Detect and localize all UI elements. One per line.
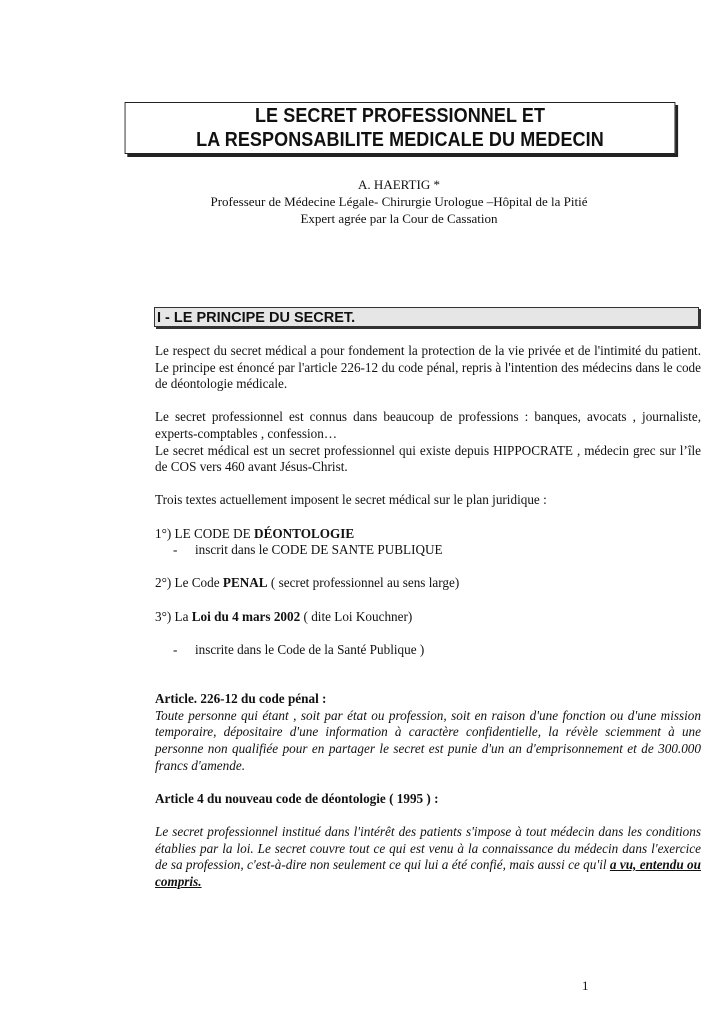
article-4-body: Le secret professionnel institué dans l'intérêt des patients s'impose à tout médecin dans les conditions établies par la loi. Le secret couvre tout ce qui est venu à la connaissance du médecin dans l'exercice de sa profession, c'est-à-dire non seulement ce qui lui a été confié, mais aussi ce qu'il bbox=[155, 824, 701, 873]
author-role: Professeur de Médecine Légale- Chirurgie Urologue –Hôpital de la Pitié bbox=[210, 194, 588, 209]
article-4-emphasis: a vu, entendu ou compris. bbox=[155, 857, 701, 889]
body-text bbox=[155, 343, 701, 890]
author-expert: Expert agrée par la Cour de Cassation bbox=[300, 211, 498, 226]
list-item-1-sub-text: inscrit dans le CODE DE SANTE PUBLIQUE bbox=[195, 542, 443, 558]
paragraph-intro: Le respect du secret médical a pour fondement la protection de la vie privée et de l'intimité du patient. Le principe est énoncé par l'article 226-12 du code pénal, repris à l'intention des médecins dans le code de déontologie médicale. bbox=[155, 343, 701, 392]
list-item-1 bbox=[155, 526, 701, 543]
title-line-1: LE SECRET PROFESSIONNEL ET bbox=[254, 105, 546, 127]
dash-bullet: - bbox=[173, 641, 178, 657]
list-item-3-bold: Loi du 4 mars 2002 bbox=[191, 608, 301, 624]
list-item-3-suffix: ( dite Loi Kouchner) bbox=[300, 608, 413, 624]
article-226-heading: Article. 226-12 du code pénal : bbox=[155, 691, 327, 707]
author-block bbox=[94, 176, 704, 227]
author-name: A. HAERTIG * bbox=[358, 177, 440, 192]
title-box bbox=[125, 102, 676, 154]
article-4-heading: Article 4 du nouveau code de déontologie ( 1995 ) : bbox=[155, 790, 439, 806]
list-item-3 bbox=[155, 609, 701, 626]
list-item-2-prefix: 2°) Le Code bbox=[155, 575, 223, 591]
title-line-2: LA RESPONSABILITE MEDICALE DU MEDECIN bbox=[196, 129, 604, 151]
list-item-3-sub-text: inscrite dans le Code de la Santé Publique ) bbox=[195, 641, 425, 657]
paragraph-hippocrate: Le secret médical est un secret professionnel qui existe depuis HIPPOCRATE , médecin grec sur l’île de COS vers 460 avant Jésus-Christ. bbox=[155, 442, 701, 475]
list-item-2 bbox=[155, 575, 701, 592]
section-heading: I - LE PRINCIPE DU SECRET. bbox=[154, 307, 699, 327]
paragraph-professions: Le secret professionnel est connus dans beaucoup de professions : banques, avocats , journaliste, experts-comptables , confession… bbox=[155, 409, 701, 441]
list-item-2-bold: PENAL bbox=[222, 575, 268, 591]
dash-bullet: - bbox=[173, 542, 178, 558]
list-item-1-sub bbox=[155, 542, 701, 559]
list-item-3-prefix: 3°) La bbox=[155, 608, 192, 624]
article-226-text: Toute personne qui étant , soit par état ou profession, soit en raison d'une fonction ou d'une mission temporaire, dépositaire d'une information à caractère confidentielle, la révèle sciemment à une personne non qualifiée pour en partager le secret est punie d'un an d'emprisonnement et de 300.000 francs d'amende. bbox=[155, 707, 701, 773]
paragraph-three-texts: Trois textes actuellement imposent le secret médical sur le plan juridique : bbox=[155, 492, 547, 508]
list-item-3-sub bbox=[155, 642, 701, 659]
page-number: 1 bbox=[582, 978, 589, 993]
list-item-1-bold: DÉONTOLOGIE bbox=[254, 525, 355, 541]
article-4-text bbox=[155, 824, 701, 890]
list-item-1-prefix: 1°) LE CODE DE bbox=[155, 525, 255, 541]
list-item-2-suffix: ( secret professionnel au sens large) bbox=[267, 575, 460, 591]
